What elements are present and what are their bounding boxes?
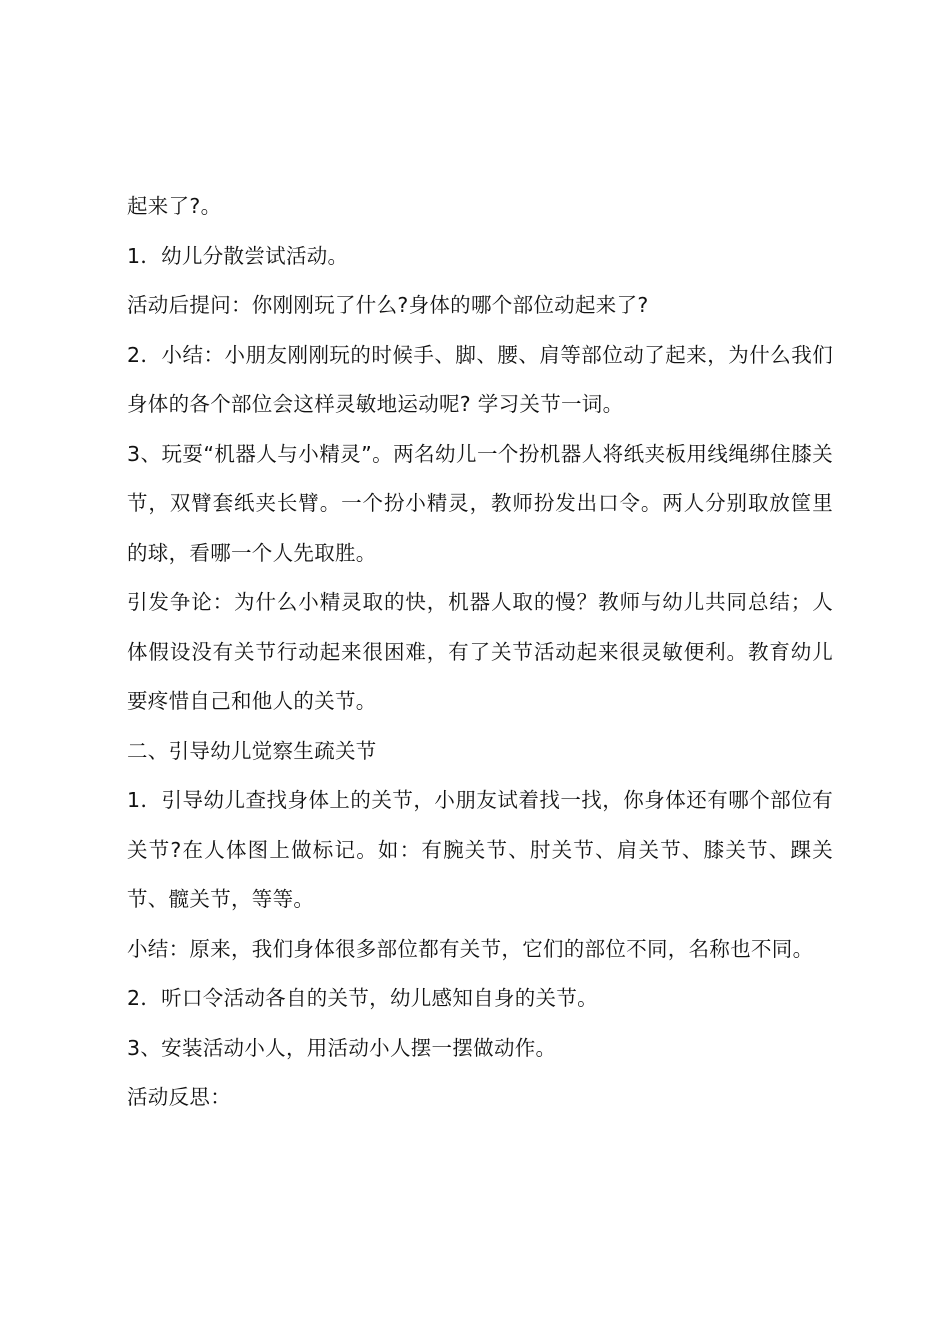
paragraph: 1．引导幼儿查找身体上的关节，小朋友试着找一找，你身体还有哪个部位有关节?在人体图上做标记。如：有腕关节、肘关节、肩关节、膝关节、踝关节、髋关节，等等。 <box>127 788 833 911</box>
paragraph: 活动反思： <box>127 1085 231 1109</box>
paragraph: 活动后提问：你刚刚玩了什么?身体的哪个部位动起来了? <box>127 293 649 317</box>
paragraph: 引发争论：为什么小精灵取的快，机器人取的慢？教师与幼儿共同总结；人体假设没有关节行动起来很困难，有了关节活动起来很灵敏便利。教育幼儿要疼惜自己和他人的关节。 <box>127 590 833 713</box>
section-heading: 二、引导幼儿觉察生疏关节 <box>127 738 377 763</box>
paragraph: 2．小结：小朋友刚刚玩的时候手、脚、腰、肩等部位动了起来，为什么我们身体的各个部位会这样灵敏地运动呢? 学习关节一词。 <box>127 342 833 416</box>
paragraph: 2．听口令活动各自的关节，幼儿感知自身的关节。 <box>127 986 598 1010</box>
paragraph: 起来了?。 <box>127 194 222 218</box>
paragraph: 3、玩耍“机器人与小精灵”。两名幼儿一个扮机器人将纸夹板用线绳绑住膝关节，双臂套纸夹长臂。一个扮小精灵，教师扮发出口令。两人分别取放筐里的球，看哪一个人先取胜。 <box>127 441 833 565</box>
document-body <box>127 182 833 1123</box>
paragraph: 1．幼儿分散尝试活动。 <box>127 243 349 268</box>
paragraph: 小结：原来，我们身体很多部位都有关节，它们的部位不同，名称也不同。 <box>127 936 814 961</box>
paragraph: 3、安装活动小人，用活动小人摆一摆做动作。 <box>127 1035 557 1060</box>
